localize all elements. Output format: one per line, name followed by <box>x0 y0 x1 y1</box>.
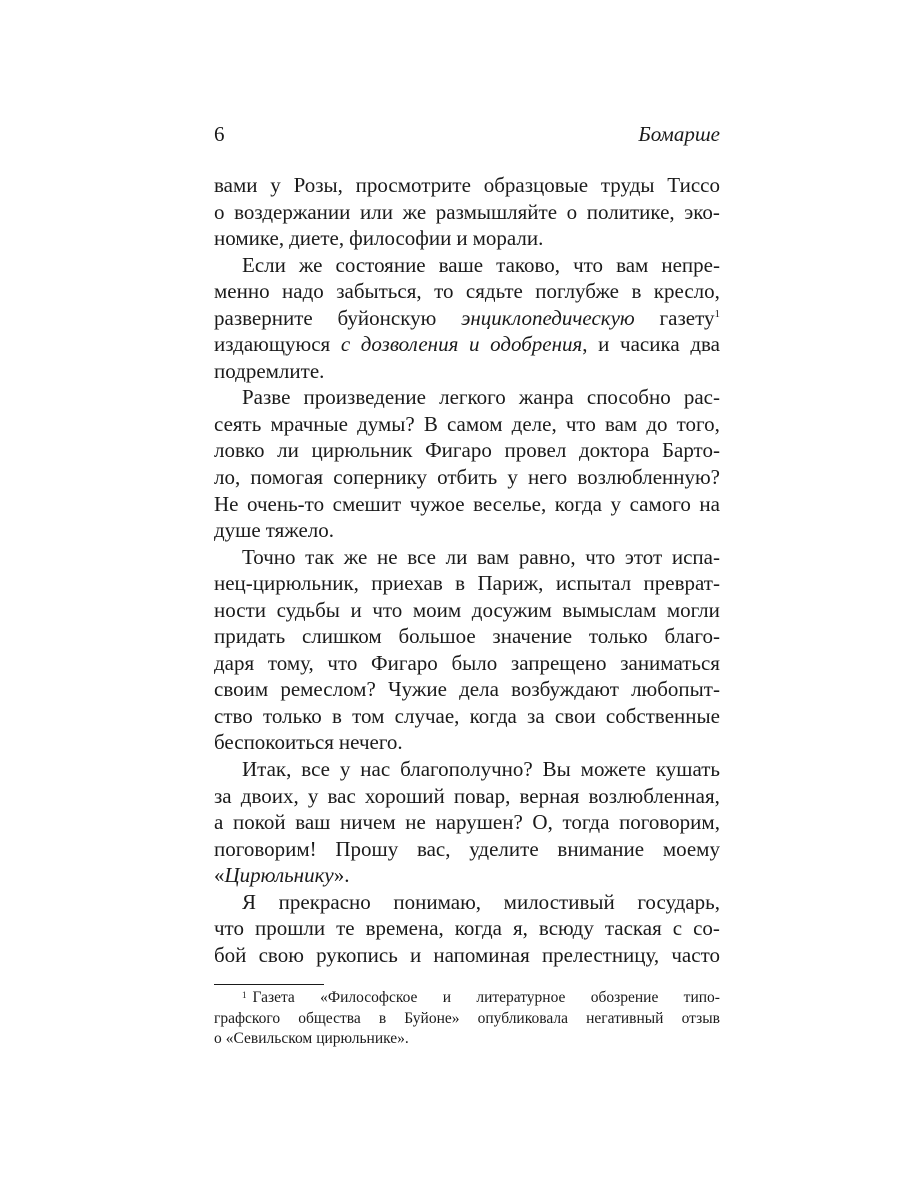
word: хороший <box>364 783 445 808</box>
word: вымыслам <box>562 597 657 622</box>
word: времена, <box>365 916 444 941</box>
word: рукопись <box>316 942 398 967</box>
text-line <box>214 278 720 305</box>
word: Фигаро <box>425 438 492 463</box>
word: смешит <box>332 491 402 516</box>
footnote-line <box>214 1009 720 1030</box>
word: о <box>566 199 578 224</box>
word: можете <box>580 757 646 782</box>
word: испытал <box>555 571 632 596</box>
word: моему <box>662 836 720 861</box>
word: тому, <box>267 650 314 675</box>
word: способно <box>586 385 671 410</box>
word: ваше <box>438 252 484 277</box>
word: что <box>573 252 604 277</box>
word: политике, <box>586 199 675 224</box>
footnote <box>214 988 720 1050</box>
word: благополучно? <box>400 757 533 782</box>
word: диете, <box>289 226 345 251</box>
word: этот <box>624 544 663 569</box>
word: чужое <box>409 491 465 516</box>
word: ваш <box>295 810 331 835</box>
word: забыться, <box>336 279 422 304</box>
word: размышляйте <box>435 199 558 224</box>
word: с <box>672 916 683 941</box>
word: общества <box>298 1009 361 1027</box>
word: и <box>468 332 480 357</box>
word: когда <box>454 916 502 941</box>
word: поглубже <box>535 279 619 304</box>
word: со- <box>693 916 720 941</box>
page-header <box>214 122 720 152</box>
word: нечего. <box>338 730 403 755</box>
word: и <box>409 942 422 967</box>
word: же <box>402 199 427 224</box>
word: на <box>699 491 720 516</box>
word: обозрение <box>590 989 659 1006</box>
word: помогая <box>250 465 324 490</box>
word: что <box>585 544 616 569</box>
word: философии <box>349 226 452 251</box>
word: и <box>442 989 452 1006</box>
word: воздержании <box>234 199 351 224</box>
word: одобрения, <box>490 332 588 357</box>
word: когда <box>554 491 602 516</box>
word: «Цирюльнику». <box>214 863 350 888</box>
word: цирюльник <box>311 438 413 463</box>
word: тогда <box>562 810 610 835</box>
word: испа- <box>671 544 720 569</box>
word: вас <box>327 783 356 808</box>
word: кушать <box>655 757 720 782</box>
text-line <box>214 942 720 969</box>
word: у <box>270 173 281 197</box>
word: в <box>378 1009 387 1027</box>
word: том <box>352 703 385 728</box>
text-line <box>214 331 720 358</box>
word: судьбы <box>276 597 340 622</box>
word: отзыв <box>681 1009 720 1027</box>
word: слишком <box>301 624 382 649</box>
word: свою <box>258 942 304 967</box>
word: в <box>631 279 642 304</box>
word: менно <box>214 279 270 304</box>
word: деле, <box>511 411 557 436</box>
word: Чужие <box>387 677 447 702</box>
word: Фигаро <box>371 650 438 675</box>
word: доктора <box>578 438 650 463</box>
word: Вы <box>542 757 571 782</box>
word: цирюльнике». <box>316 1030 409 1047</box>
word: веселье, <box>473 491 547 516</box>
text-line <box>214 703 720 730</box>
word: что <box>372 597 403 622</box>
text-line <box>214 862 720 889</box>
word: двоих, <box>240 783 299 808</box>
word: произведение <box>303 385 426 410</box>
word: возлюбленную? <box>577 465 720 490</box>
text-line <box>214 889 720 916</box>
word: нарушен? <box>435 810 523 835</box>
word: что <box>327 650 358 675</box>
word: $^1$ Газета <box>242 989 295 1006</box>
word: милостивый <box>503 889 615 914</box>
word: жанра <box>518 385 574 410</box>
word: покой <box>232 810 286 835</box>
word: преврат- <box>643 571 720 596</box>
word: труды <box>600 173 655 197</box>
word: Если <box>242 252 286 277</box>
word: рас- <box>683 385 720 410</box>
text-line <box>214 252 720 279</box>
word: большое <box>398 624 476 649</box>
word: могли <box>666 597 720 622</box>
word: Не <box>214 491 239 516</box>
word: О, <box>532 810 553 835</box>
text-line <box>214 836 720 863</box>
text-line <box>214 358 720 385</box>
word: таская <box>604 916 662 941</box>
word: до <box>646 411 668 436</box>
word: и <box>456 226 468 251</box>
word: «Философское <box>320 989 418 1006</box>
word: бой <box>214 942 247 967</box>
word: опубликовала <box>477 1009 568 1027</box>
word: беспокоиться <box>214 730 334 755</box>
word: самом <box>446 411 503 436</box>
text-line <box>214 756 720 783</box>
word: типо- <box>683 989 720 1006</box>
text-line <box>214 623 720 650</box>
text-line <box>214 225 720 252</box>
word: своим <box>214 677 269 702</box>
word: думы? <box>357 411 415 436</box>
word: «Севильском <box>225 1030 313 1047</box>
word: запрещено <box>510 650 607 675</box>
word: так <box>305 544 335 569</box>
word: когда <box>469 703 517 728</box>
word: графского <box>214 1009 281 1027</box>
word: досужим <box>471 597 552 622</box>
word: тяжело. <box>265 518 335 543</box>
word: сопернику <box>333 465 428 490</box>
word: дозволения <box>360 332 459 357</box>
word: повар, <box>453 783 511 808</box>
word: ловко <box>214 438 265 463</box>
text-line <box>214 544 720 571</box>
text-line <box>214 597 720 624</box>
word: вас, <box>416 836 451 861</box>
word: и <box>598 332 610 357</box>
word: то <box>434 279 454 304</box>
word: дела <box>459 677 499 702</box>
word: энциклопедическую <box>461 305 635 330</box>
word: состояние <box>335 252 426 277</box>
word: ности <box>214 597 266 622</box>
word: ло, <box>214 465 241 490</box>
word: же <box>298 252 323 277</box>
word: у <box>339 757 351 782</box>
word: два <box>690 332 720 357</box>
footnote-marker: 1 <box>242 990 247 1000</box>
word: негативный <box>586 1009 664 1027</box>
word: равно, <box>518 544 576 569</box>
word: часто <box>671 942 720 967</box>
word: всюду <box>538 916 594 941</box>
text-line <box>214 809 720 836</box>
word: разверните <box>214 305 313 330</box>
text-line <box>214 570 720 597</box>
word: Тиссо <box>667 173 720 197</box>
word: собственные <box>605 703 720 728</box>
word: вам <box>616 252 649 277</box>
text-line <box>214 517 720 544</box>
word: напоминая <box>433 942 530 967</box>
word: было <box>451 650 498 675</box>
word: подремлите. <box>214 358 325 383</box>
word: Точно <box>242 544 296 569</box>
word: него <box>528 465 568 490</box>
word: государь, <box>637 889 720 914</box>
word: все <box>301 757 330 782</box>
word: приехав <box>371 571 443 596</box>
text-line <box>214 172 720 199</box>
word: Я <box>242 889 257 914</box>
text-line <box>214 729 720 756</box>
word: нас <box>360 757 391 782</box>
word: а <box>214 810 224 835</box>
word: прекрасно <box>278 889 371 914</box>
word: мрачные <box>270 411 348 436</box>
word: прелестницу, <box>541 942 660 967</box>
word: отбить <box>437 465 498 490</box>
text-line <box>214 915 720 942</box>
word: и <box>350 597 362 622</box>
word: о <box>214 199 225 224</box>
word: вами <box>214 173 258 197</box>
word: уделите <box>469 836 539 861</box>
word: того, <box>676 411 720 436</box>
word: провел <box>504 438 567 463</box>
word: Буйоне» <box>404 1009 460 1027</box>
word: морали. <box>472 226 544 251</box>
word: не <box>405 810 426 835</box>
word: В <box>423 411 438 436</box>
word: ничем <box>339 810 396 835</box>
word: ство <box>214 703 253 728</box>
word: очень-то <box>247 491 325 516</box>
word: что <box>565 411 596 436</box>
word: непре- <box>661 252 720 277</box>
word: вам <box>604 411 638 436</box>
word: все <box>407 544 436 569</box>
word: же <box>343 544 368 569</box>
word: возлюбленная, <box>588 783 720 808</box>
word: нец-цирюльник, <box>214 571 359 596</box>
word: поговорим, <box>619 810 720 835</box>
word: у <box>610 491 622 516</box>
word: в <box>332 703 342 728</box>
word: газету$^1$ <box>659 305 720 330</box>
text-line <box>214 437 720 464</box>
word: в <box>455 571 466 596</box>
text-line <box>214 491 720 518</box>
word: номике, <box>214 226 285 251</box>
word: не <box>377 544 398 569</box>
word: просмотрите <box>355 173 471 197</box>
word: любопыт- <box>631 677 720 702</box>
word: ли <box>445 544 468 569</box>
text-line <box>214 411 720 438</box>
footnote-line <box>214 1029 720 1050</box>
word: Париж, <box>477 571 544 596</box>
word: эко- <box>684 199 720 224</box>
word: сядьте <box>465 279 523 304</box>
word: даря <box>214 650 255 675</box>
word: только <box>588 624 648 649</box>
word: издающуюся <box>214 332 331 357</box>
word: значение <box>492 624 573 649</box>
word: душе <box>214 518 261 543</box>
word: поговорим! <box>214 836 317 861</box>
word: самого <box>629 491 691 516</box>
word: Розы, <box>293 173 343 197</box>
text-line <box>214 384 720 411</box>
text-line <box>214 783 720 810</box>
text-line <box>214 305 720 332</box>
word: Барто- <box>661 438 720 463</box>
word: только <box>262 703 322 728</box>
word: надо <box>282 279 324 304</box>
footnote-ref: 1 <box>714 307 720 320</box>
word: с <box>340 332 351 357</box>
word: ли <box>277 438 299 463</box>
word: о <box>214 1030 222 1047</box>
word: образцовые <box>483 173 589 197</box>
word: заниматься <box>620 650 720 675</box>
word: понимаю, <box>393 889 482 914</box>
word: свои <box>554 703 596 728</box>
word: за <box>214 783 232 808</box>
word: сеять <box>214 411 262 436</box>
word: моим <box>412 597 462 622</box>
running-title: Бомарше <box>638 122 720 146</box>
word: те <box>336 916 355 941</box>
word: прошли <box>254 916 326 941</box>
word: случае, <box>394 703 460 728</box>
text-line <box>214 199 720 226</box>
text-line <box>214 650 720 677</box>
word: я, <box>512 916 528 941</box>
word: Итак, <box>242 757 292 782</box>
word: таково, <box>496 252 561 277</box>
text-line <box>214 676 720 703</box>
word: кресло, <box>653 279 720 304</box>
word: часика <box>620 332 680 357</box>
text-line <box>214 464 720 491</box>
body-text <box>214 172 720 968</box>
word: возбуждают <box>511 677 619 702</box>
word: что <box>214 916 244 941</box>
word: Прошу <box>335 836 399 861</box>
word: внимание <box>557 836 645 861</box>
word: у <box>507 465 518 490</box>
word: или <box>360 199 393 224</box>
word: буйонскую <box>337 305 437 330</box>
word: вам <box>476 544 510 569</box>
page-number: 6 <box>214 122 225 146</box>
word: литературное <box>476 989 566 1006</box>
word: легкого <box>439 385 506 410</box>
word: придать <box>214 624 286 649</box>
word: ремеслом? <box>280 677 376 702</box>
word: за <box>527 703 545 728</box>
footnote-line <box>214 988 720 1009</box>
footnote-rule <box>214 984 324 985</box>
word: верная <box>519 783 580 808</box>
word: у <box>307 783 319 808</box>
word: благо- <box>664 624 720 649</box>
word: Разве <box>242 385 291 410</box>
